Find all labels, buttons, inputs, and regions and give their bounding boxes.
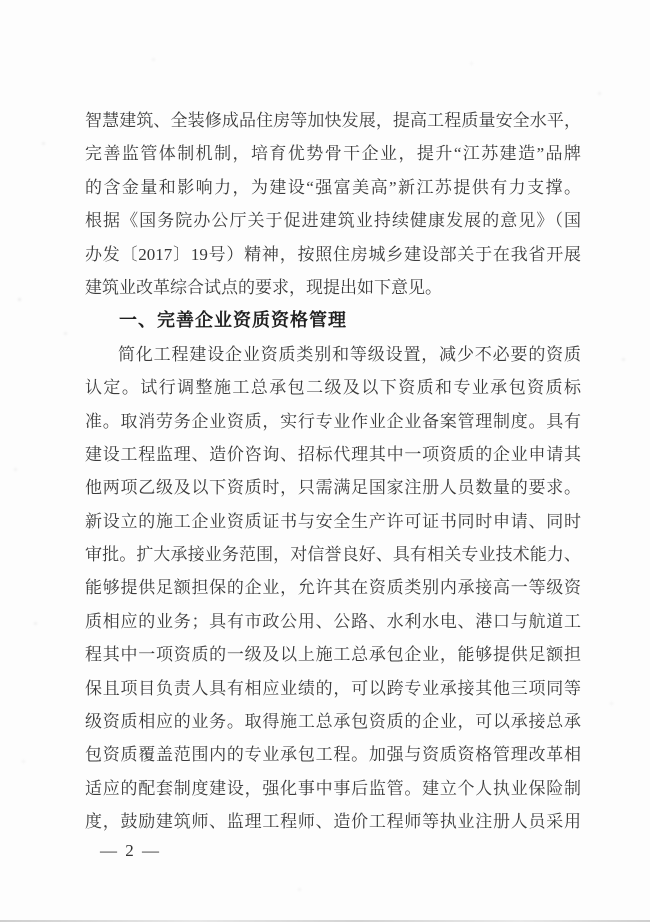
text-line: 程其中一项资质的一级及以上施工总承包企业，能够提供足额担 [85, 645, 581, 665]
text-line: 度，鼓励建筑师、监理工程师、造价工程师等执业注册人员采用 [85, 812, 581, 832]
text-line: 能够提供足额担保的企业，允许其在资质类别内承接高一等级资 [85, 578, 581, 598]
text-line: 简化工程建设企业资质类别和等级设置，减少不必要的资质 [118, 344, 581, 364]
text-line: 的含金量和影响力，为建设“强富美高”新江苏提供有力支撑。 [85, 177, 581, 197]
text-line: 级资质相应的业务。取得施工总承包资质的企业，可以承接总承 [85, 712, 581, 732]
text-line: 适应的配套制度建设，强化事中事后监管。建立个人执业保险制 [85, 778, 581, 798]
text-line: 保且项目负责人具有相应业绩的，可以跨专业承接其他三项同等 [85, 678, 581, 698]
text-line: 认定。试行调整施工总承包二级及以下资质和专业承包资质标 [85, 378, 581, 398]
text-line: 准。取消劳务企业资质，实行专业作业企业备案管理制度。具有 [85, 411, 581, 431]
text-line: 建筑业改革综合试点的要求，现提出如下意见。 [85, 277, 442, 297]
text-line: 智慧建筑、全装修成品住房等加快发展，提高工程质量安全水平， [85, 111, 581, 130]
document-body [85, 104, 581, 839]
text-line: 他两项乙级及以下资质时，只需满足国家注册人员数量的要求。 [85, 478, 581, 498]
text-line: 审批。扩大承接业务范围，对信誉良好、具有相关专业技术能力、 [85, 545, 581, 565]
text-line: 根据《国务院办公厅关于促进建筑业持续健康发展的意见》（国 [85, 211, 581, 231]
scan-noise-speckles [0, 0, 3, 3]
text-line: 完善监管体制机制，培育优势骨干企业，提升“江苏建造”品牌 [85, 144, 581, 164]
text-line: 质相应的业务；具有市政公用、公路、水利水电、港口与航道工 [85, 611, 581, 631]
text-line: 办发〔2017〕19号）精神，按照住房城乡建设部关于在我省开展 [85, 244, 581, 264]
page-number: — 2 — [100, 841, 161, 860]
section-heading: 一、完善企业资质资格管理 [119, 310, 347, 331]
text-line: 包资质覆盖范围内的专业承包工程。加强与资质资格管理改革相 [85, 745, 581, 765]
text-line: 新设立的施工企业资质证书与安全生产许可证书同时申请、同时 [85, 511, 581, 531]
text-line: 建设工程监理、造价咨询、招标代理其中一项资质的企业申请其 [85, 444, 581, 464]
